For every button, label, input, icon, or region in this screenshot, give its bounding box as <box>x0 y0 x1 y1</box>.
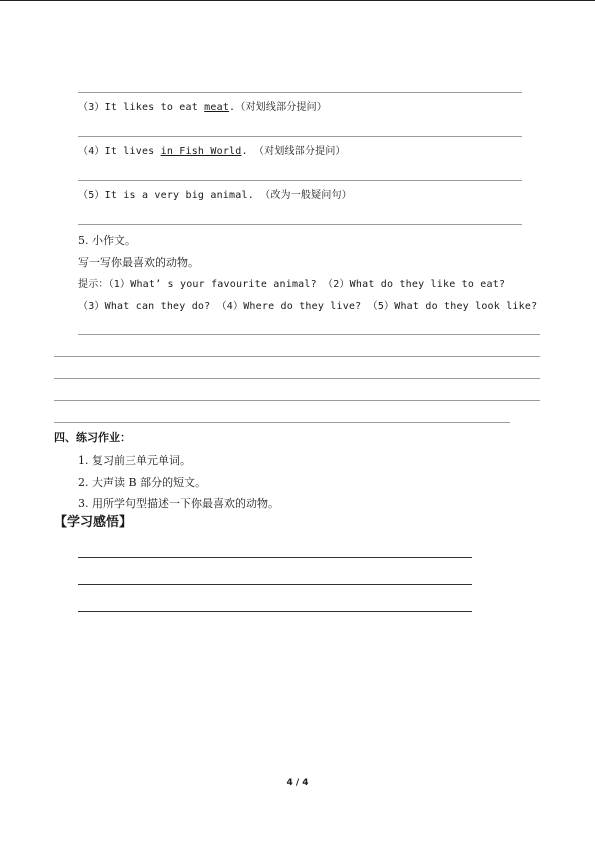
exercise-q4 <box>78 145 346 159</box>
exercise-q3 <box>78 101 327 115</box>
page-number: 4 / 4 <box>286 778 309 788</box>
reflection-line <box>78 557 472 558</box>
homework-item: 1. 复习前三单元单词。 <box>78 454 191 467</box>
writing-line <box>54 400 540 401</box>
exercise-q5: （5）It is a very big animal. （改为一般疑问句） <box>78 190 352 201</box>
writing-line <box>78 334 540 335</box>
answer-line <box>78 92 522 93</box>
reflection-line <box>78 611 472 612</box>
answer-line <box>78 136 522 137</box>
page-top-border <box>0 0 595 1</box>
writing-line <box>54 378 540 379</box>
composition-title: 5. 小作文。 <box>78 234 136 247</box>
composition-instruction: 写一写你最喜欢的动物。 <box>78 256 199 269</box>
q3-suffix: .（对划线部分提问） <box>229 102 328 113</box>
q4-suffix: . （对划线部分提问） <box>241 146 346 157</box>
homework-item: 3. 用所学句型描述一下你最喜欢的动物。 <box>78 497 279 510</box>
writing-line <box>54 356 540 357</box>
q3-underlined: meat <box>204 102 230 113</box>
homework-item: 2. 大声读 B 部分的短文。 <box>78 476 207 489</box>
writing-line <box>54 422 510 423</box>
homework-title: 四、练习作业： <box>54 431 131 444</box>
composition-hint-1: 提示：（1）What’ s your favourite animal? （2）What do they like to eat? <box>78 279 506 290</box>
q4-prefix: （4）It lives <box>78 146 161 157</box>
answer-line <box>78 224 522 225</box>
reflection-line <box>78 584 472 585</box>
composition-hint-2: （3）What can they do? （4）Where do they live? （5）What do they look like? <box>78 301 538 312</box>
q4-underlined: in Fish World <box>160 146 242 157</box>
q3-prefix: （3）It likes to eat <box>78 102 205 113</box>
answer-line <box>78 180 522 181</box>
reflection-title: 【学习感悟】 <box>54 515 133 530</box>
